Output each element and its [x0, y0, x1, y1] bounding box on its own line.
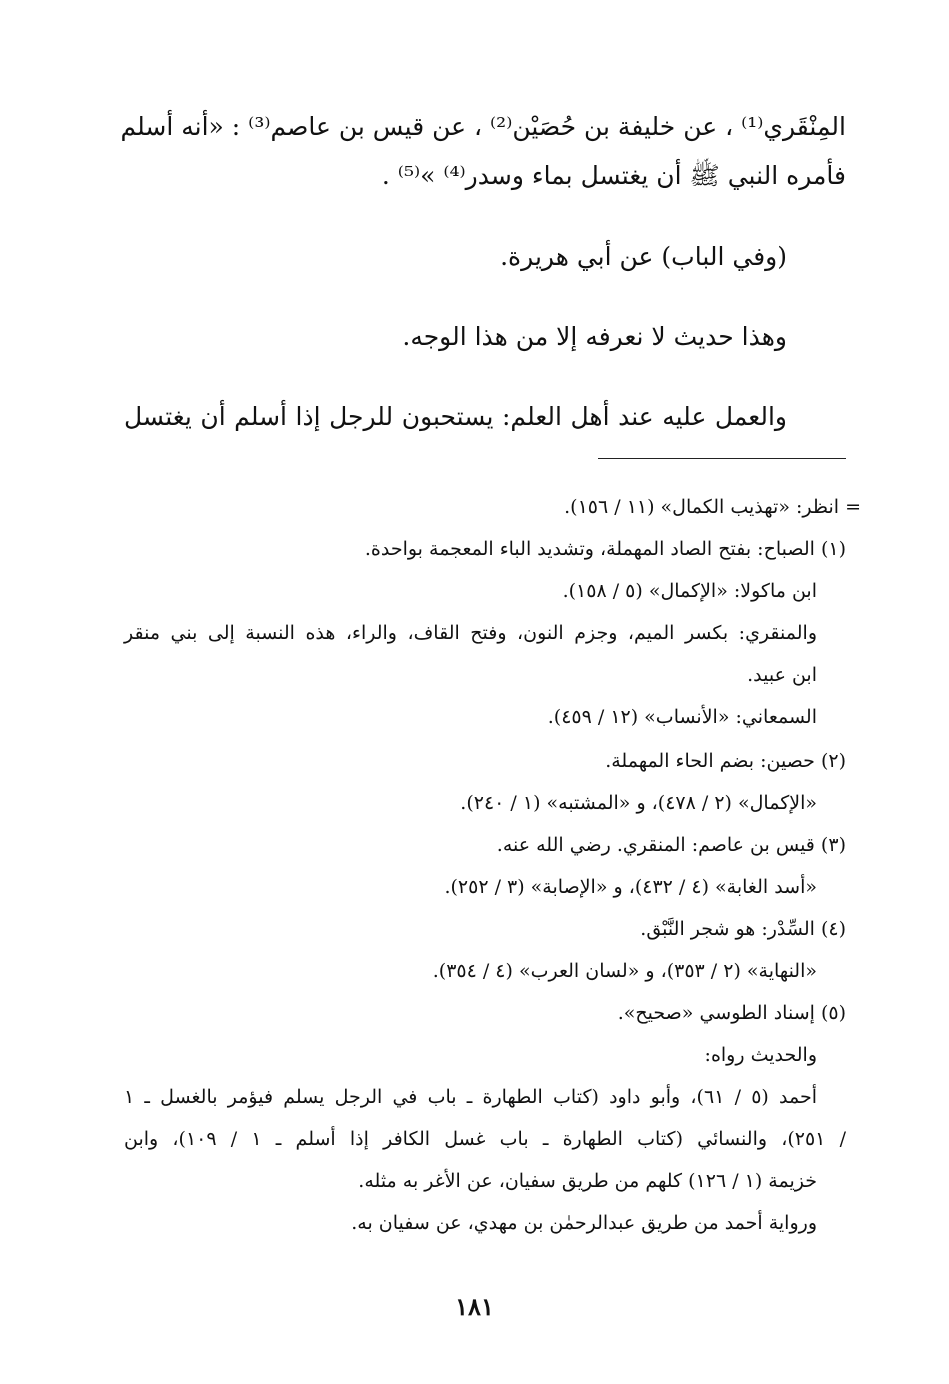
main-text-line-2: فأمره النبي ﷺ أن يغتسل بماء وسدر⁽⁴⁾ »⁽⁵⁾ . [381, 161, 846, 190]
main-text-line-1: المِنْقَري⁽¹⁾ ، عن خليفة بن حُصَيْن⁽²⁾ ، عن قيس بن عاصم⁽³⁾ : «أنه أسلم [120, 112, 846, 141]
footnote-1-line-3: والمنقري: بكسر الميم، وجزم النون، وفتح القاف، والراء، هذه النسبة إلى بني منقر [124, 622, 817, 644]
footnote-separator [598, 458, 846, 459]
footnote-1-line-5: السمعاني: «الأنساب» (١٢ / ٤٥٩). [547, 706, 817, 728]
footnote-3-line-2: «أسد الغابة» (٤ / ٤٣٢)، و «الإصابة» (٣ / ٢٥٢). [444, 876, 817, 898]
footnote-5-line-6: ورواية أحمد من طريق عبدالرحمٰن بن مهدي، عن سفيان به. [351, 1212, 817, 1234]
main-text-line-3: (وفي الباب) عن أبي هريرة. [500, 242, 787, 271]
footnote-5-line-3: أحمد (٥ / ٦١)، وأبو داود (كتاب الطهارة ـ باب في الرجل يسلم فيؤمر بالغسل ـ ١ [124, 1086, 817, 1108]
footnote-2-line-2: «الإكمال» (٢ / ٤٧٨)، و «المشتبه» (١ / ٢٤٠). [460, 792, 817, 814]
footnote-2: (٢) حصين: بضم الحاء المهملة. [605, 750, 846, 772]
footnote-3: (٣) قيس بن عاصم: المنقري. رضي الله عنه. [496, 834, 846, 856]
footnote-5-line-4: / ٢٥١)، والنسائي (كتاب الطهارة ـ باب غسل الكافر إذا أسلم ـ ١ / ١٠٩)، وابن [124, 1128, 846, 1150]
footnote-4: (٤) السِّدْر: هو شجر النَّبْق. [640, 918, 846, 940]
footnote-4-line-2: «النهاية» (٢ / ٣٥٣)، و «لسان العرب» (٤ / ٣٥٤). [432, 960, 817, 982]
footnote-1: (١) الصباح: بفتح الصاد المهملة، وتشديد الباء المعجمة بواحدة. [364, 538, 846, 560]
footnote-continuation: = انظر: «تهذيب الكمال» (١١ / ١٥٦). [564, 496, 861, 518]
main-text-line-5: والعمل عليه عند أهل العلم: يستحبون للرجل إذا أسلم أن يغتسل [124, 402, 787, 431]
main-text-line-4: وهذا حديث لا نعرفه إلا من هذا الوجه. [402, 322, 787, 351]
footnote-5: (٥) إسناد الطوسي «صحيح». [617, 1002, 846, 1024]
page-number: ١٨١ [455, 1292, 494, 1321]
footnote-1-line-4: ابن عبيد. [747, 664, 817, 686]
footnote-5-line-2: والحديث رواه: [704, 1044, 817, 1066]
footnote-5-line-5: خزيمة (١ / ١٢٦) كلهم من طريق سفيان، عن الأغر به مثله. [358, 1170, 817, 1192]
footnote-1-line-2: ابن ماكولا: «الإكمال» (٥ / ١٥٨). [562, 580, 817, 602]
